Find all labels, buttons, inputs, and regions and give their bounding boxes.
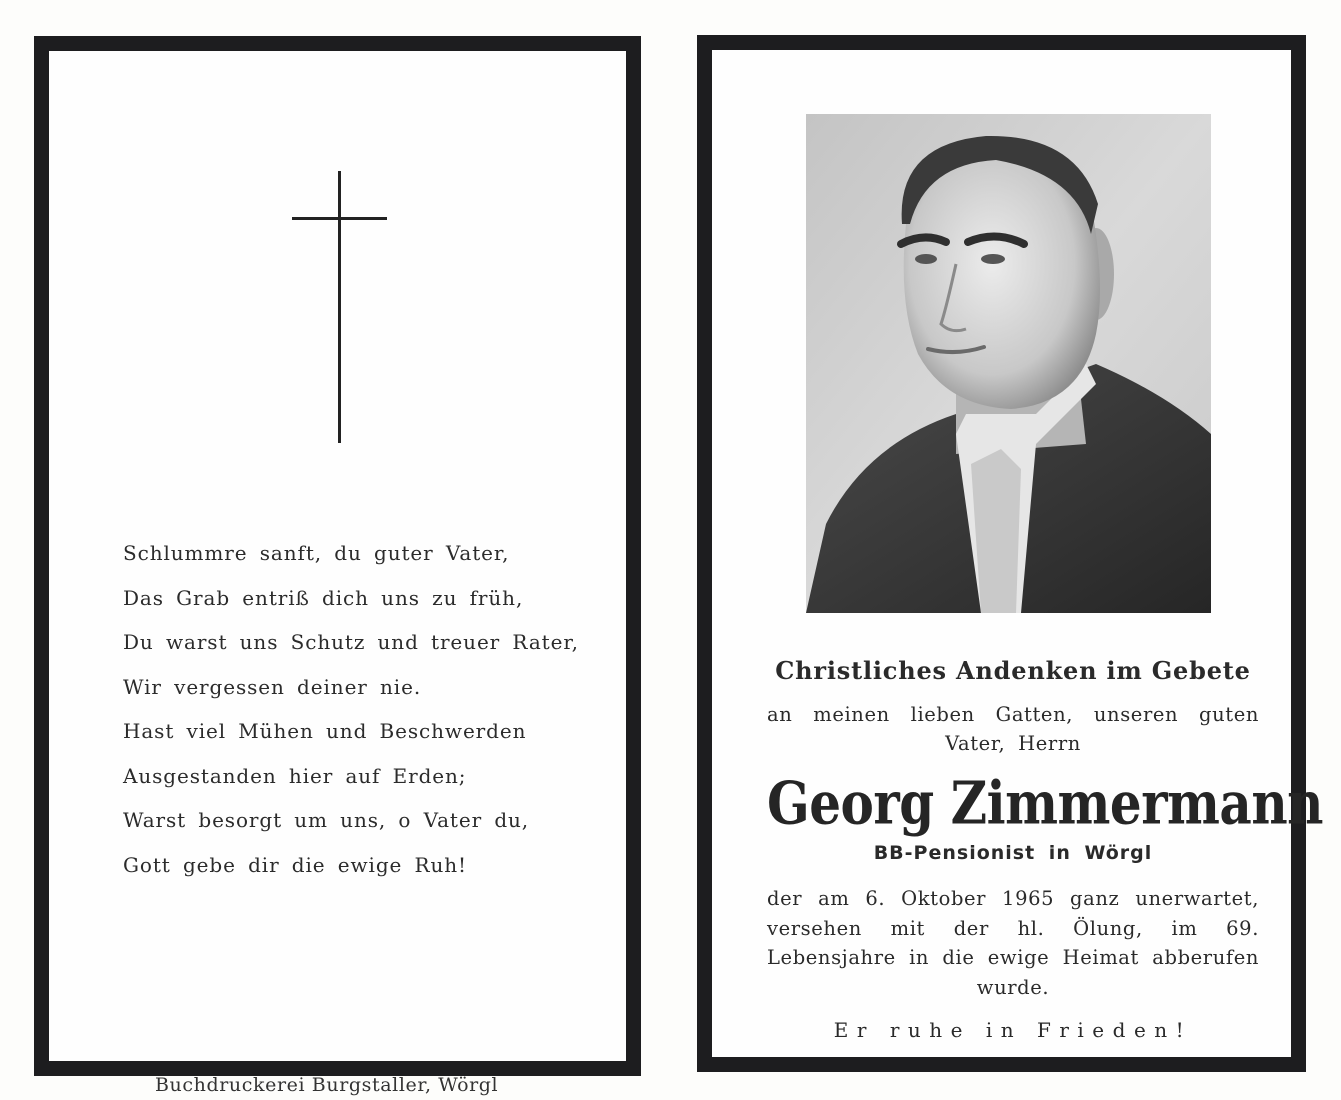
poem-line: Ausgestanden hier auf Erden; — [123, 763, 467, 788]
occupation-line: BB-Pensionist in Wörgl — [873, 842, 1153, 864]
poem — [123, 531, 579, 887]
printer-credit: Buchdruckerei Burgstaller, Wörgl — [155, 1074, 499, 1096]
poem-line: Schlummre sanft, du guter Vater, — [123, 541, 510, 565]
poem-line: Hast viel Mühen und Beschwerden — [123, 719, 527, 743]
poem-line: Du warst uns Schutz und treuer Rater, — [123, 630, 579, 654]
heading: Christliches Andenken im Gebete — [775, 656, 1251, 685]
poem-line: Warst besorgt um uns, o Vater du, — [123, 808, 530, 832]
closing-line: Er ruhe in Frieden! — [833, 1018, 1193, 1042]
right-card — [697, 35, 1324, 1072]
intro-text: an meinen lieben Gatten, unseren guten Vater, Herrn — [767, 703, 1259, 755]
poem-line: Gott gebe dir die ewige Ruh! — [123, 852, 467, 877]
poem-line: Wir vergessen deiner nie. — [123, 674, 422, 699]
poem-line: Das Grab entriß dich uns zu früh, — [123, 585, 524, 610]
deceased-name: Georg Zimmermann — [767, 768, 1324, 838]
details-text: der am 6. Oktober 1965 ganz unerwartet, versehen mit der hl. Ölung, im 69. Lebensjahre in die ewige Heimat abberufen wurde. — [767, 887, 1259, 999]
left-card — [34, 36, 641, 1076]
portrait-photo — [806, 114, 1211, 613]
